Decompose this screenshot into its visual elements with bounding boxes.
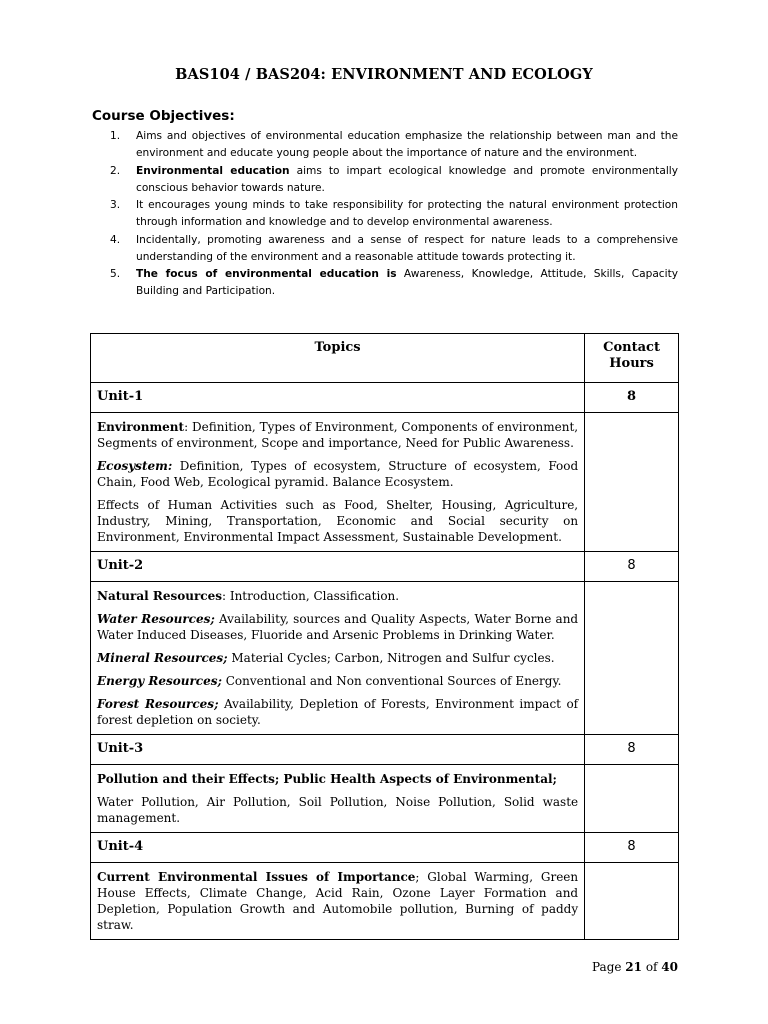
objective-number: 5. [110, 268, 121, 280]
topic-paragraph [97, 458, 578, 490]
objective-text: Aims and objectives of environmental education emphasize the relationship between man and the environment and educate young people about the importance of nature and the environment. [136, 130, 678, 159]
objective-item [110, 266, 678, 300]
header-topics: Topics [91, 334, 585, 383]
footer-current-page: 21 [625, 960, 642, 974]
objective-item [110, 197, 678, 231]
page-footer [592, 960, 678, 974]
unit-name: Unit-2 [91, 552, 585, 582]
objective-item [110, 128, 678, 162]
unit-hours: 8 [585, 552, 679, 582]
unit-topics [91, 582, 585, 735]
unit-topics [91, 863, 585, 940]
page-title: BAS104 / BAS204: ENVIRONMENT AND ECOLOGY [175, 66, 593, 83]
objective-text: aims to impart ecological knowledge and promote environmentally conscious behavior towards nature. [136, 164, 678, 194]
topic-paragraph [97, 696, 578, 728]
objective-bold-lead: The focus of environmental education is [136, 268, 397, 280]
topic-lead: Ecosystem: [97, 459, 173, 473]
topic-paragraph [97, 673, 578, 689]
topic-paragraph [97, 869, 578, 933]
topic-text: Availability, sources and Quality Aspects, Water Borne and Water Induced Diseases, Fluoride and Arsenic Problems in Drinking Water. [97, 612, 579, 642]
objective-item [110, 232, 678, 266]
unit-hours-empty [585, 582, 679, 735]
unit-hours: 8 [585, 833, 679, 863]
topic-lead: Environment [97, 420, 185, 434]
topic-text: : Introduction, Classification. [221, 589, 400, 603]
topic-lead: Current Environmental Issues of Importance [97, 870, 416, 884]
objective-text: Awareness, Knowledge, Attitude, Skills, Capacity Building and Participation. [136, 268, 679, 297]
unit-content-row [91, 765, 679, 833]
topic-text: : Definition, Types of Environment, Components of environment, Segments of environment, Scope and importance, Need for Public Awareness. [97, 420, 579, 450]
topic-paragraph [97, 650, 578, 666]
topic-text: Conventional and Non conventional Sources of Energy. [221, 674, 562, 688]
objective-text: It encourages young minds to take responsibility for protecting the natural environment protection through information and knowledge and to develop environmental awareness. [136, 199, 678, 228]
unit-row [91, 383, 679, 413]
topic-text: Effects of Human Activities such as Food, Shelter, Housing, Agriculture, Industry, Mining, Transportation, Economic and Social security on Environment, Environmental Impact Assessment, Sustainable Development. [97, 498, 579, 544]
unit-name: Unit-4 [91, 833, 585, 863]
topic-paragraph [97, 611, 578, 643]
topic-lead: Mineral Resources; [97, 651, 228, 665]
unit-name: Unit-3 [91, 735, 585, 765]
topic-paragraph [97, 419, 578, 451]
objective-number: 4. [110, 233, 121, 246]
footer-total-pages: 40 [661, 960, 678, 974]
topic-text: Definition, Types of ecosystem, Structure of ecosystem, Food Chain, Food Web, Ecological pyramid. Balance Ecosystem. [97, 459, 579, 489]
topic-paragraph [97, 497, 578, 545]
unit-hours-empty [585, 413, 679, 552]
objective-number: 2. [110, 164, 121, 177]
topic-paragraph [97, 794, 578, 826]
unit-content-row [91, 582, 679, 735]
unit-hours: 8 [585, 735, 679, 765]
topic-lead: Natural Resources [97, 589, 222, 603]
unit-hours-empty [585, 765, 679, 833]
topic-lead: Water Resources; [97, 612, 215, 626]
unit-row [91, 833, 679, 863]
topic-paragraph [97, 771, 578, 787]
objective-bold-lead: Environmental education [136, 164, 290, 177]
objective-number: 1. [110, 130, 121, 142]
objective-number: 3. [110, 199, 121, 211]
topic-text: ; Global Warming, Green House Effects, Climate Change, Acid Rain, Ozone Layer Formation and Depletion, Population Growth and Automobile pollution, Burning of paddy straw. [97, 870, 579, 932]
topic-text: Water Pollution, Air Pollution, Soil Pollution, Noise Pollution, Solid waste management. [97, 795, 579, 825]
unit-row [91, 735, 679, 765]
unit-name: Unit-1 [91, 383, 585, 413]
syllabus-table [90, 333, 679, 940]
objective-item [110, 163, 678, 197]
table-header-row [91, 334, 679, 383]
unit-topics [91, 765, 585, 833]
header-contact-hours: Contact Hours [585, 334, 679, 383]
topic-text: Availability, Depletion of Forests, Environment impact of forest depletion on society. [97, 697, 579, 727]
objective-text: Incidentally, promoting awareness and a sense of respect for nature leads to a comprehensive understanding of the environment and a reasonable attitude towards protecting it. [136, 233, 678, 263]
objectives-heading: Course Objectives: [92, 108, 235, 124]
footer-of: of [642, 960, 662, 974]
unit-content-row [91, 413, 679, 552]
topic-paragraph [97, 588, 578, 604]
unit-content-row [91, 863, 679, 940]
topic-lead: Energy Resources; [97, 674, 222, 688]
objectives-list [110, 128, 678, 301]
footer-prefix: Page [592, 960, 626, 974]
unit-hours: 8 [585, 383, 679, 413]
topic-text: Material Cycles; Carbon, Nitrogen and Sulfur cycles. [227, 651, 555, 665]
topic-lead: Forest Resources; [97, 697, 219, 711]
unit-row [91, 552, 679, 582]
unit-topics [91, 413, 585, 552]
unit-hours-empty [585, 863, 679, 940]
topic-lead: Pollution and their Effects; Public Health Aspects of Environmental; [97, 772, 557, 786]
